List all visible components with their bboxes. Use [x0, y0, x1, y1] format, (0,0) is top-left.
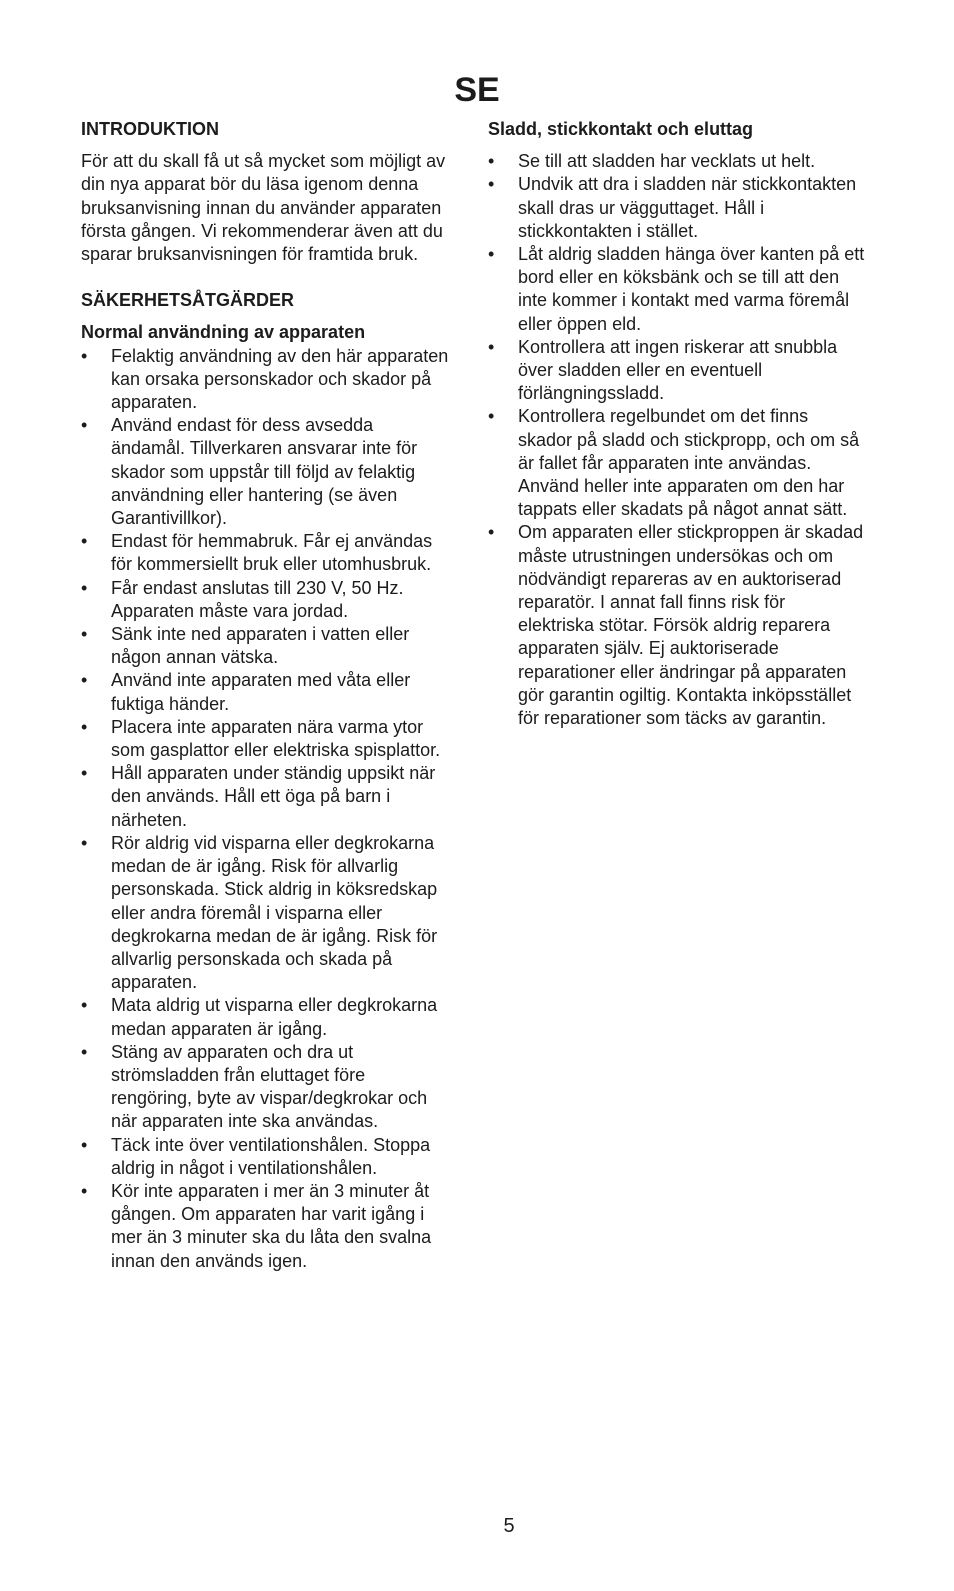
list-item: • Låt aldrig sladden hänga över kanten på ett bord eller en köksbänk och se till att den inte kommer i kontakt med varma föremål eller öppen eld.: [488, 244, 865, 334]
bullet: •: [81, 624, 88, 645]
bullet: •: [81, 763, 88, 784]
bullet: •: [81, 995, 88, 1016]
left-column: [81, 118, 451, 1273]
list-item: • Kontrollera att ingen riskerar att snubbla över sladden eller en eventuell förlängningssladd.: [488, 336, 838, 404]
bullet: •: [81, 345, 88, 366]
safety-heading: SÄKERHETSÅTGÄRDER: [81, 290, 295, 311]
language-code: SE: [454, 71, 500, 109]
list-item: • Mata aldrig ut visparna eller degkrokarna medan apparaten är igång.: [81, 995, 438, 1039]
bullet: •: [488, 244, 495, 265]
bullet: •: [488, 151, 495, 172]
list-item: • Får endast anslutas till 230 V, 50 Hz. Apparaten måste vara jordad.: [81, 577, 404, 621]
bullet: •: [81, 670, 88, 691]
list-item: • Använd inte apparaten med våta eller fuktiga händer.: [81, 670, 411, 714]
safety-list: [81, 345, 451, 1273]
intro-paragraph: För att du skall få ut så mycket som möjligt av din nya apparat bör du läsa igenom denna bruksanvisning innan du använder apparaten första gången. Vi rekommenderar även att du sparar bruksanvisningen för framtida bruk.: [81, 151, 446, 265]
list-item: • Täck inte över ventilationshålen. Stoppa aldrig in något i ventilationshålen.: [81, 1134, 431, 1178]
bullet: •: [81, 1134, 88, 1155]
bullet: •: [81, 577, 88, 598]
list-item: • Undvik att dra i sladden när stickkontakten skall dras ur vägguttaget. Håll i stickkontakten i stället.: [488, 174, 857, 241]
list-item: • Sänk inte ned apparaten i vatten eller någon annan vätska.: [81, 624, 410, 668]
list-item: • Stäng av apparaten och dra ut strömsladden från eluttaget före rengöring, byte av vispar/degkrokar och när apparaten inte ska användas.: [81, 1041, 428, 1132]
bullet: •: [81, 1041, 88, 1062]
bullet: •: [81, 1180, 88, 1201]
list-item: • Håll apparaten under ständig uppsikt när den används. Håll ett öga på barn i närheten.: [81, 763, 436, 830]
bullet: •: [81, 832, 88, 853]
bullet: •: [488, 336, 495, 357]
list-item: • Använd endast för dess avsedda ändamål. Tillverkaren ansvarar inte för skador som uppstår till följd av felaktig användning eller hantering (se även Garantivillkor).: [81, 415, 418, 529]
intro-heading: INTRODUKTION: [81, 119, 219, 139]
list-item: • Kontrollera regelbundet om det finns skador på sladd och stickpropp, och om så är fallet får apparaten inte användas. Använd heller inte apparaten om den har tappats eller skadats på något annat sätt.: [488, 406, 860, 520]
bullet: •: [488, 522, 495, 543]
list-item: • Rör aldrig vid visparna eller degkrokarna medan de är igång. Risk för allvarlig personskada. Stick aldrig in köksredskap eller andra föremål i visparna eller degkrokarna medan de är igång. Risk för allvarlig personskada och skada på apparaten.: [81, 832, 438, 993]
list-item: • Placera inte apparaten nära varma ytor som gasplattor eller elektriska spisplattor.: [81, 716, 441, 761]
bullet: •: [81, 716, 88, 737]
list-item: • Kör inte apparaten i mer än 3 minuter åt gången. Om apparaten har varit igång i mer än 3 minuter ska du låta den svalna innan den används igen.: [81, 1180, 432, 1271]
list-item: • Om apparaten eller stickproppen är skadad måste utrustningen undersökas och om nödvändigt repareras av en auktoriserad reparatör. I annat fall finns risk för elektriska stötar. Försök aldrig reparera apparaten själv. Ej auktoriserade reparationer eller ändringar på apparaten gör garantin ogiltig. Kontakta inköpsstället för reparationer som täcks av garantin.: [488, 522, 864, 729]
bullet: •: [488, 174, 495, 195]
bullet: •: [81, 531, 88, 552]
cord-safety-list: [488, 150, 866, 730]
cord-heading: Sladd, stickkontakt och eluttag: [488, 119, 754, 139]
page-number: 5: [503, 1515, 515, 1537]
list-item: • Felaktig användning av den här apparaten kan orsaka personskador och skador på apparaten.: [81, 345, 449, 413]
right-column: [488, 118, 866, 730]
bullet: •: [81, 415, 88, 436]
list-item: • Endast för hemmabruk. Får ej användas för kommersiellt bruk eller utomhusbruk.: [81, 531, 433, 575]
bullet: •: [488, 406, 495, 427]
list-item: • Se till att sladden har vecklats ut helt.: [488, 150, 866, 173]
normal-use-heading: Normal användning av apparaten: [81, 322, 366, 343]
